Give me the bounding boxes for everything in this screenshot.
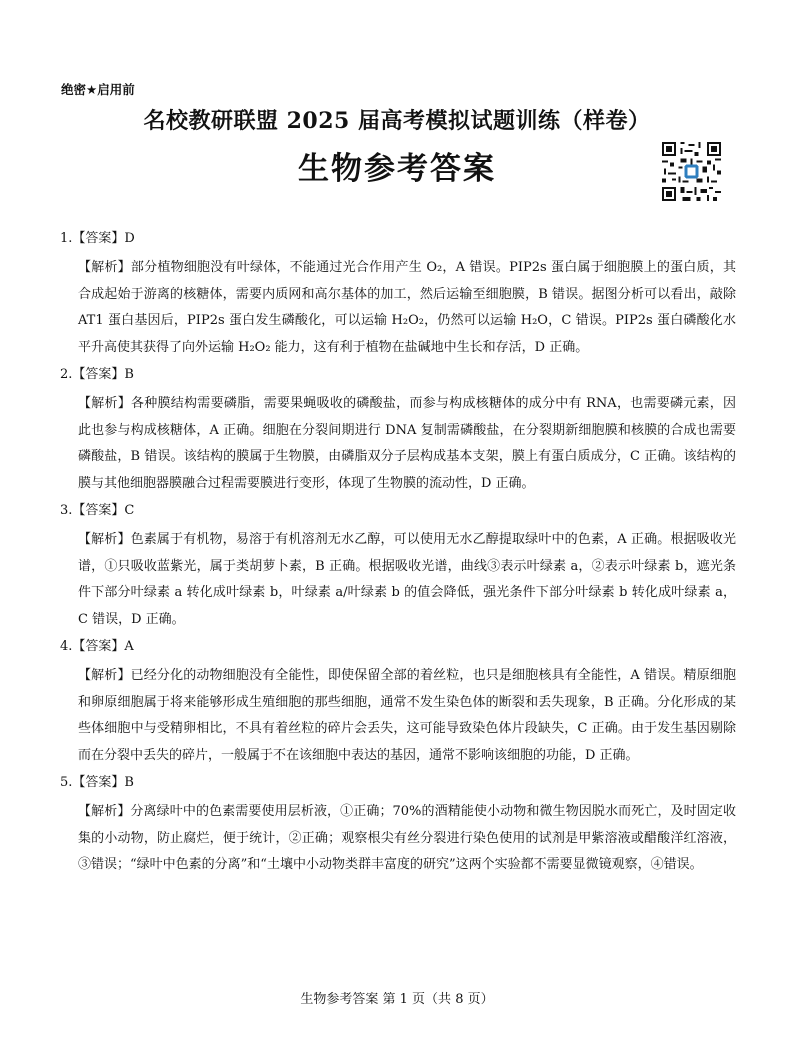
question-item (60, 365, 736, 497)
question-analysis: 【解析】已经分化的动物细胞没有全能性，即使保留全部的着丝粒，也只是细胞核具有全能性，A 错误。精原细胞和卵原细胞属于将来能够形成生殖细胞的那些细胞，通常不发生染色体的断裂和丢失现象，B 正确。分化形成的某些体细胞中与受精卵相比，不具有着丝粒的碎片会丢失，这可能导致染色体片段缺失，C 正确。由于发生基因剔除而在分裂中丢失的碎片，一般属于不在该细胞中表达的基因，通常不影响该细胞的功能，D 正确。 (78, 668, 736, 763)
question-answer: 1.【答案】D (60, 231, 135, 246)
question-answer: 2.【答案】B (60, 367, 134, 382)
answer-list (60, 229, 736, 883)
page-footer: 生物参考答案 第 1 页（共 8 页） (300, 992, 494, 1007)
question-item (60, 773, 736, 879)
question-item (60, 637, 736, 769)
document-title: 名校教研联盟 2025 届高考模拟试题训练（样卷） (143, 108, 651, 134)
question-item (60, 501, 736, 633)
question-answer: 5.【答案】B (60, 775, 134, 790)
question-analysis: 【解析】分离绿叶中的色素需要使用层析液，①正确；70%的酒精能使小动物和微生物因脱水而死亡，及时固定收集的小动物，防止腐烂，便于统计，②正确；观察根尖有丝分裂进行染色使用的试剂是甲紫溶液或醋酸洋红溶液，③错误；“绿叶中色素的分离”和“土壤中小动物类群丰富度的研究”这两个实验都不需要显微镜观察，④错误。 (78, 804, 736, 872)
question-answer: 3.【答案】C (60, 503, 135, 518)
document-subtitle: 生物参考答案 (298, 151, 496, 187)
question-analysis: 【解析】各种膜结构需要磷脂，需要果蝇吸收的磷酸盐，而参与构成核糖体的成分中有 RNA，也需要磷元素，因此也参与构成核糖体，A 正确。细胞在分裂间期进行 DNA 复制需磷酸盐，在分裂期新细胞膜和核膜的合成也需要磷酸盐，B 错误。该结构的膜属于生物膜，由磷脂双分子层构成基本支架，膜上有蛋白质成分，C 正确。该结构的膜与其他细胞器膜融合过程需要膜进行变形，体现了生物膜的流动性，D 正确。 (78, 396, 736, 491)
question-item (60, 229, 736, 361)
question-answer: 4.【答案】A (60, 639, 134, 654)
qr-code-icon (662, 142, 721, 201)
question-analysis: 【解析】部分植物细胞没有叶绿体，不能通过光合作用产生 O₂，A 错误。PIP2s 蛋白属于细胞膜上的蛋白质，其合成起始于游离的核糖体，需要内质网和高尔基体的加工，然后运输至细胞膜，B 错误。据图分析可以看出，敲除 AT1 蛋白基因后，PIP2s 蛋白发生磷酸化，可以运输 H₂O₂，仍然可以运输 H₂O，C 错误。PIP2s 蛋白磷酸化水平升高使其获得了向外运输 H₂O₂ 能力，这有利于植物在盐碱地中生长和存活，D 正确。 (78, 260, 736, 355)
question-analysis: 【解析】色素属于有机物，易溶于有机溶剂无水乙醇，可以使用无水乙醇提取绿叶中的色素，A 正确。根据吸收光谱，①只吸收蓝紫光，属于类胡萝卜素，B 正确。根据吸收光谱，曲线③表示叶绿素 a，②表示叶绿素 b，遮光条件下部分叶绿素 a 转化成叶绿素 b，叶绿素 a/叶绿素 b 的值会降低，强光条件下部分叶绿素 b 转化成叶绿素 a，C 错误，D 正确。 (78, 532, 736, 627)
secret-mark: 绝密★启用前 (61, 82, 135, 97)
